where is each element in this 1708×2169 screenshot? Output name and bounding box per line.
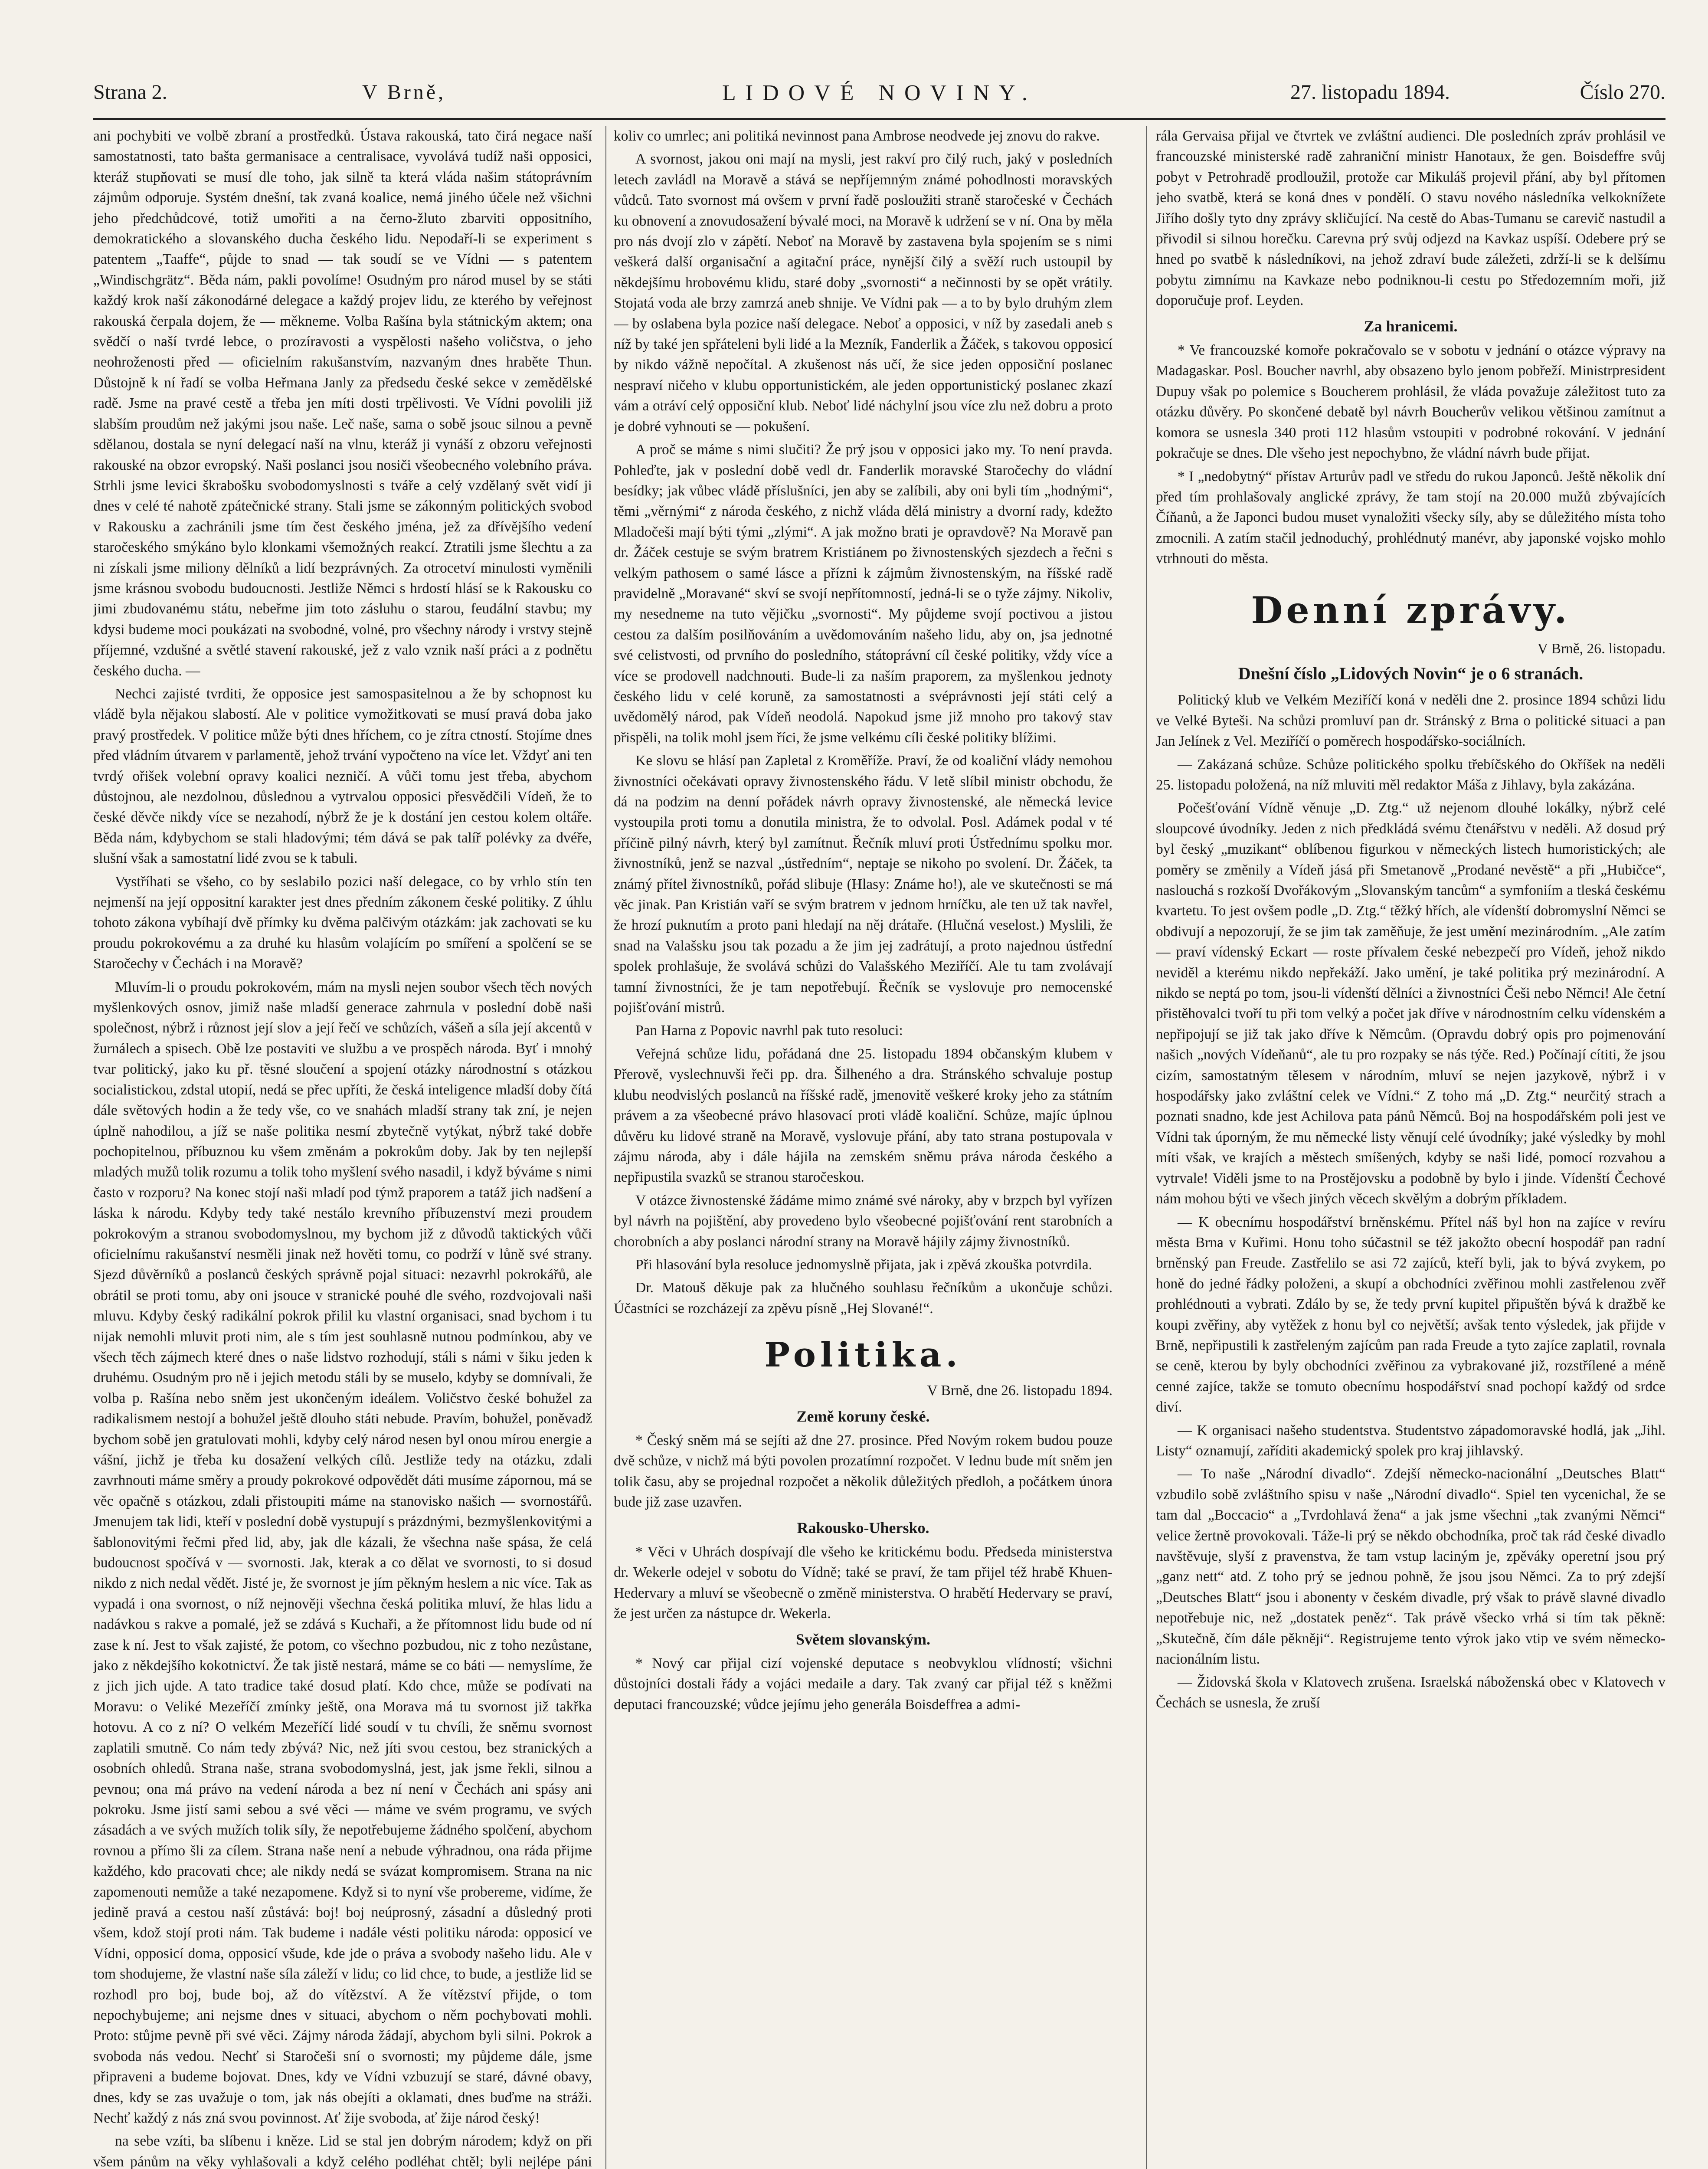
- paragraph: — K obecnímu hospodářství brněnskému. Přítel náš byl hon na zajíce v revíru města Brna v Kuřimi. Honu toho súčastnil se též jakožto obecní hospodář pan radní brněnský pan Freude. Zastřelilo se asi 72 zajíců, kteří byli, jak to bývá zvykem, po honě do jedné řádky položeni, a skupí a obchodníci zvěřinou mohli zastřelenou zvěř prohlédnouti a vybrati. Zdálo by se, že tedy první kupitel připuštěn bývá k dražbě ke koupi zvěřiny, aby vytěžek z honu byl co největší; avšak tento výsledek, jak přijde v Brně, nepřipustili k zastřeleným zajícům pan rada Freude a tyto zajíce zaplatil, rovnala se ceně, kterou by byly obchodníci zvěřinou za vybrakované již, rozstřílené a méně cenné zajíce, takže se tomuto obecnímu hospodářství snad pochopí každý od srdce diví.: [1156, 1214, 1665, 1415]
- paragraph: Mluvím-li o proudu pokrokovém, mám na mysli nejen soubor všech těch nových myšlenkových osnov, jimiž naše mladší generace zahrnula v poslední době naši společnost, nýbrž i různost její slov a její řečí ve schůzích, vášeň a síla její akcentů v žurnálech a spisech. Obě lze postaviti ve službu a ve prospěch národa. Byť i mnohý tvar politický, jako ku př. těsné sloučení a spojení otázky národnostní s otázkou socialistickou, zdstal utopií, nedá se přec upříti, že česká inteligence mladší doby čítá dále světových hodin a že tedy vše, co ve snahách mladší strany tak zní, je nejen úplně nahodilou, a jíž se naše politika nesmí zbytečně vytýkat, nýbrž také dobře pochopitelnou, příbuznou ku všem změnám a pokrokům doby. Jak by ten nejlepší mladých mužů tolik rozumu a tolik toho myšlení svého nasadil, i když býváme s nimi často v rozporu? Na konec stojí naši mladí pod týmž praporem a tatáž jich nadšení a láska k národu. Kdyby tedy také nestálo krevního příbuzenství mezi proudem pokrokovým a stranou svobodomyslnou, my bychom již z důvodů taktických vůči oficielnímu rakušanství nesměli jinak než hověti tomu, co podrží v lůně své strany. Sjezd důvěrníků a poslanců českých správně pojal situaci: nezavrhl pokrokářů, ale obrátil se proti tomu, aby oni jsouce v stranické pouhé dle svého, rozdvojovali naši mluvu. Kdyby český radikální pokrok přilil ku vlastní organisaci, snad bychom i tu nijak nemohli mluvit proti nim, ale s tím jest souhlasně nutnou podmínkou, aby ve všech těch zájmech které dnes o naše lidstvo rozhodují, stáli s námi v šiku jeden k druhému. Osudným pro ně i jejich metodu stáli by se muselo, kdyby se domnívali, že volba p. Rašína nebo sněm jest ukončeným ideálem. Voličstvo české bohužel za radikalismem nestojí a bohužel ještě dlouho státi nebude. Pravím, bohužel, poněvadž bychom sobě jen gratulovati mohli, kdyby celý národ nesen byl onou mírou energie a vášní, jichž je třeba ku dosažení velkých cílů. Jestliže tedy na otázku, zdali zavrhnouti máme směry a proudy pokrokové odpovědět dáti musíme zápornou, má se věc opačně s otázkou, zdali přistoupiti máme na stanovisko našich — svornostářů. Jmenujem tak lidi, kteří v poslední době vystupují s prázdnými, bezmyšlenkovitými a šablonovitými řečmi před lid, aby, jak dle kázali, že všechna naše spása, že celá budoucnost spočívá v — svornosti. Jak, kterak a co dělat ve svornosti, to si dosud nikdo z nich nedal vědět. Jisté je, že svornost je jím pěkným heslem a nic více. Tak as vypadá i ona svornost, o níž nejnověji všechna česká politika mluví, že hlas lidu a nadávkou s rakve a pomalé, jež se zdává s Kuchaři, a že přítomnost lidu bude od ní zase k ní. Jest to však zajisté, že potom, co všechno pozbudou, nic z toho nezůstane, jako z někdejšího kokotnictví. Že tak jistě nestará, máme se co báti — nemyslíme, že z jich jich ujde. A tato tradice také dosud platí. Kdo chce, může se podívati na Moravu: o Veliké Mezeříčí zmínky ještě, ona Morava má tu svornost již takřka hotovu. A co z ní? O velkém Mezeříčí lidé soudí v tu chvíli, že sněmu svornost zaplatili smutně. Co nám tedy zbývá? Nic, než jíti svou cestou, bez stranických a osobních ohledů. Strana naše, strana svobodomyslná, jest, jak jsme řekli, silnou a pevnou; ona má právo na vedení národa a bez ní není v Čechách ani spásy ani pokroku. Jsme jistí sami sebou a své věci — máme ve svém programu, ve svých zásadách a ve svých mužích tolik síly, že nepotřebujeme žádného spolčení, abychom rovnou a přímo šli za cílem. Strana naše není a nebude výhradnou, ona ráda přijme každého, kdo pracovati chce; ale nikdy nedá se svázat kompromisem. Strana na nic zapomenouti nemůže a také nezapomene. Když si to nyní vše probereme, vidíme, že jedině pravá a cestou naší zůstává: boj! boj neúprosný, zásadní a důsledný proti všem, kdož stojí proti nám. Tak budeme i nadále vésti politiku národa: opposicí ve Vídni, opposicí doma, opposicí všude, kde jde o práva a svobody našeho lidu. Ale v tom shodujeme, že vlastní naše síla záleží v lidu; co lid chce, to bude, a jestliže lid se rozhodl pro boj, bude boj, až do vítězství. A že vítězství přijde, o tom nepochybujeme; ani nejsme dnes v situaci, abychom o něm pochybovati mohli. Proto: stůjme pevně při své věci. Zájmy národa žádají, abychom byli silni. Pokrok a svoboda nás vedou. Nechť si Staročeši sní o svornosti; my půjdeme dále, jsme připraveni a budeme bojovat. Dnes, kdy ve Vídni vzbuzují se staré, dávné obavy, dnes, kdy se zas uvažuje o tom, jak nás obejíti a oklamati, dnes buďme na stráži. Nechť každý z nás zná svou povinnost. Ať žije svoboda, ať žije národ český!: [93, 979, 592, 2126]
- column-divider: [605, 126, 606, 2169]
- page-number: Strana 2.: [93, 81, 167, 104]
- issue-date: 27. listopadu 1894.: [1290, 81, 1450, 104]
- subheading: Země koruny české.: [796, 1407, 930, 1425]
- paragraph: A svornost, jakou oni mají na mysli, jest rakví pro čilý ruch, jaký v posledních letech zavládl na Moravě a stává se nepříjemným známé pohodlnosti moravských vůdců. Tato svornost má ovšem v první řadě posloužiti straně staročeské v Čechách ku obnovení a znovudosažení bývalé moci, na Moravě k udržení se v ní. Ona by měla pro nás dvojí zlo v zápětí. Neboť na Moravě by zastavena byla spojením se s nimi veškerá další organisační a agitační práce, nynější čilý a svěží ruch ustoupil by někdejšímu hrobovému klidu, staré doby „svornosti“ a nečinnosti by se opět vrátily. Stojatá voda ale brzy zamrzá aneb shnije. Ve Vídni pak — a to by bylo druhým zlem — by oslabena byla pozice naší delegace. Neboť a opposici, v níž by zasedali aneb s níž by také jen spřáteleni byli lidé a la Mezník, Fanderlik a Žáček, s takovou opposicí by nikdo vážně nepočítal. A zkušenost nás učí, že sice jeden opposiční poslanec nespraví ničeho v klubu opportunistickém, ale jeden opportunistický poslanec zkazí vám a otráví celý opposiční klub. Neboť lidé náchylní jsou více zlu než dobru a proto je dobré vyhnouti se — pokušení.: [614, 151, 1112, 435]
- paragraph: Vystříhati se všeho, co by seslabilo pozici naší delegace, co by vrhlo stín ten nejmenší na její oppositní karakter jest dnes předním zákonem české politiky. Z úhlu tohoto zákona vybíhají dvě přímky ku dvěma palčivým otázkám: jak zachovati se ku proudu pokrokovému a za druhé ku hlasům volajícím po smíření a spolčení se se Staročechy v Čechách i na Moravě?: [93, 873, 592, 972]
- subheading: Světem slovanským.: [795, 1630, 930, 1648]
- subheading: Rakousko-Uhersko.: [797, 1519, 929, 1537]
- paragraph: na sebe vzíti, ba slíbenu i kněze. Lid se stal jen dobrým národem; když on při všem pánům na věky vyhlašovali a když celého podléhat chtěl; byli nejlépe páni: [93, 2133, 592, 2169]
- dateline: V Brně, 26. listopadu.: [1537, 640, 1665, 657]
- paragraph: Nechci zajisté tvrditi, že opposice jest samospasitelnou a že by schopnost ku vládě byla nějakou slabostí. Ale v politice vymožitkovati se musí pravá doba jako pravý prostředek. V politice může býti dnes hříchem, co je zítra ctností. Stojíme dnes před vládním útvarem v parlamentě, jehož trvání vypočteno na více let. Vždyť ani ten tvrdý ořišek volební opravy koalici nezničí. A vůči tomu jest třeba, abychom důstojnou, ale nezdolnou, důslednou a vytrvalou opposici přesvědčili Vídeň, že to české děvče nikdy více se nezahodí, nýbrž že je k dostání jen cestou kolem oltáře. Běda nám, kdybychom se stali hladovými; tém dává se pak talíř polévky za dvéře, slušní však a samostatní lidé zvou se k tabuli.: [93, 685, 592, 867]
- paragraph: Ke slovu se hlásí pan Zapletal z Kroměříže. Praví, že od koaliční vlády nemohou živnostníci očekávati opravy živnostenského řádu. V letě slíbil ministr obchodu, že dá na podzim na denní pořádek návrh opravy živnostenské, ale německá levice vystoupila proti tomu a donutila ministra, že to odvolal. Posl. Adámek podal v té příčině pilný návrh, který byl zamítnut. Řečník mluví proti Ústřednímu spolku mor. živnostníků, jenž se nazval „ústředním“, neptaje se nikoho po svolení. Dr. Žáček, ta známý přítel živnostníků, pořád slibuje (Hlasy: Známe ho!), ale ve skutečnosti se má věc jinak. Pan Kristián vaří se svým bratrem v jednom hrníčku, ale ten už tak navřel, že hrozí puknutím a proto pani hledají na něj drátaře. (Hlučná veselost.) Myslili, že snad na Valašsku jsou tak pozadu a že jim jej zadrátují, a proto najednou ústřední spolek prohlašuje, že svolává schůzi do Valašského Meziříčí. Ale tu tam zvolávají tamní živnostníci, že je tam nepotřebují. Řečník se vyslovuje pro nemocenské pojišťování mistrů.: [614, 753, 1112, 1016]
- column-1: [93, 126, 592, 2169]
- column-divider: [1146, 126, 1147, 2169]
- paragraph: * Věci v Uhrách dospívají dle všeho ke kritickému bodu. Předseda ministerstva dr. Wekerle odejel v sobotu do Vídně; také se praví, že tam přijel též hrabě Khuen-Hedervary a mluví se všeobecně o změně ministerstva. O hrabětí Hedervary se praví, že jest určen za nástupce dr. Wekerla.: [614, 1544, 1112, 1622]
- header-rule: [93, 118, 1665, 120]
- paragraph: — To naše „Národní divadlo“. Zdejší německo-nacionální „Deutsches Blatt“ vzbudilo sobě zvláštního spisu v naše „Národní divadlo“. Spiel ten vycenichal, že se tam dal „Boccacio“ a „Tvrdohlavá žena“ a jak jsme všechni „tak zvanými Němci“ velice žertně provokovali. Táže-li prý se někdo obchodníka, proč tak rád české divadlo navštěvuje, slyší z pravenstva, že tam vstup laciným je, zpěváky operetní jsou prý „ganz nett“ atd. Z toho prý se jednou pohně, že jsou jsou Němci. Za to prý zdejší „Deutsches Blatt“ jsou i abonenty v českém divadle, prý však to právě slavné divadlo nepotřebuje nic, než „dostatek peněz“. Tak právě všecko vrhá si tím tak pěkně: „Skutečně, čím dále pěkněji“. Registrujeme tento výrok jako vtip ve svém německo-nacionálním listu.: [1156, 1466, 1665, 1668]
- section-heading-denni-zpravy: Denní zprávy.: [1251, 588, 1571, 632]
- paragraph: * Ve francouzské komoře pokračovalo se v sobotu v jednání o otázce výpravy na Madagaskar. Posl. Boucher navrhl, aby obsazeno bylo jenom pobřeží. Ministrpresident Dupuy však po polemice s Boucherem prohlásil, že vláda považuje záležitost tuto za otázku důvěry. Po skončené debatě byl návrh Boucherův velikou většinou zamítnut a komora se usnesla 340 proti 112 hlasům vstoupiti v podrobné rokování. V jednání pokračuje se dnes. Dle všeho jest nepochybno, že vládní návrh bude přijat.: [1156, 342, 1665, 462]
- dateline: V Brně, dne 26. listopadu 1894.: [927, 1383, 1112, 1399]
- column-2: [614, 126, 1112, 2169]
- column-3: [1156, 126, 1665, 2169]
- paragraph: ani pochybiti ve volbě zbraní a prostředků. Ústava rakouská, tato čirá negace naší samostatnosti, tato bašta germanisace a centralisace, vyvolává tudíž naši opposici, kteráž stupňovati se musí dle toho, jak silně ta která vláda našim státoprávním zájmům odporuje. Systém dnešní, tak zvaná koalice, nemá jiného účele než všichni jeho předchůdcové, totiž umořiti a na černo-žluto zbarviti oppositního, demokratického a slovanského ducha českého lidu. Nepodaří-li se experiment s patentem „Taaffe“, půjde to snad — tak soudí se ve Vídni — s patentem „Windischgrätz“. Běda nám, pakli povolíme! Osudným pro národ musel by se státi každý krok naší zákonodárné delegace a každý projev lidu, ze kterého by veřejnost rakouská čerpala dojem, že — měkneme. Volba Rašína byla státnickým aktem; ona svědčí o naší tvrdé lebce, o prozíravosti a vyspělosti našeho voličstva, o jeho neohroženosti před — oficielním rakušanstvím, nazvaným dnes hraběte Thun. Důstojně k ní řadí se volba Heřmana Janly za předsedu české sekce v zemědělské radě. Jsme na pravé cestě a třeba jen míti dosti trpělivosti. Ve Vídni povolili již slabším proudům než jakými jsou naše. Leč naše, sama o sobě jsouc silnou a pevně sdělanou, dostala se nyní delegací naší na vlnu, kteráž ji vynáší z obzoru veřejnosti rakouské na obzor evropský. Naši poslanci jsou nosiči všeobecného volebního práva. Strhli jsme levici škrabošku svobodomyslnosti s tváře a celý vzdělaný svět vidí ji dnes v celé té nahotě zpátečnické strany. Stali jsme se zákonným politických svobod v Rakousku a zachránili jsme tím čest českého jména, jež za dřívějšího vedení staročeského smýkáno bylo klonkami všemožných reakcí. Ztratili jsme šlechtu a za ni získali jsme miliony dělníků a lidí bezprávných. Za otrocetví minulosti vyměnili jsme krásnou svobodu budoucnosti. Jestliže Němci s hrdostí hlásí se k Rakousku co jimi zbudovanému státu, nebeřme jim toto zásluhu o starou, feudální stavbu; my kdysi budeme moci poukázati na svobodné, volné, pro všechny národy i vrstvy stejně příjemné, vzdušné a světlé stavení rakouské, jež z valo vznik naší práci a z podnětu českého ducha. —: [93, 128, 592, 679]
- paragraph: koliv co umrlec; ani politiká nevinnost pana Ambrose neodvede jej znovu do rakve.: [614, 128, 1100, 144]
- paragraph: Veřejná schůze lidu, pořádaná dne 25. listopadu 1894 občanským klubem v Přerově, vyslechnuvši řeči pp. dra. Šilheného a dra. Stránského schvaluje postup klubu neodvislých poslanců na říšské radě, jmenovitě veškeré kroky jeho za státním právem a za všeobecné právo hlasovací proti vládě koaliční. Schůze, majíc úplnou důvěru ku lidové straně na Moravě, vyslovuje přání, aby tato strana postupovala v zájmu národa, aby i dále hájila na zemském sněmu práva národa českého a nepřipustila svazků se stranou staročeskou.: [614, 1045, 1112, 1186]
- paragraph: — Židovská škola v Klatovech zrušena. Israelská náboženská obec v Klatovech v Čechách se usnesla, že zruší: [1156, 1674, 1665, 1711]
- paragraph: — Zakázaná schůze. Schůze politického spolku třebíčského do Okříšek na neděli 25. listopadu položená, na níž mluviti měl redaktor Máša z Jihlavy, byla zakázána.: [1156, 756, 1665, 793]
- paragraph: A proč se máme s nimi slučiti? Že prý jsou v opposici jako my. To není pravda. Pohleďte, jak v poslední době vedl dr. Fanderlik moravské Staročechy do vládní besídky; jak vůbec vládě příslušníci, jen aby se zalíbili, aby oni byli tím „hodnými“, těmi „věrnými“ z národa českého, z nichž vláda dělá ministry a dvorní rady, kdežto Mladočeši mají býti tými „zlými“. A jak možno brati je opravdově? Na Moravě pan dr. Žáček cestuje se svým bratrem Kristiánem po živnostenských sjezdech a řečni s velkým pathosem o samé lásce a přízni k zájmům živnostenským, na říšské radě pravidelně „Moravané“ skví se svojí nepřítomností, jedná-li se o tyže zájmy. Nikoliv, my nesedneme na tuto vějičku „svornosti“. My půjdeme svojí poctivou a jistou cestou za dalším posilňováním a uvědomováním našeho lidu, aby on, jsa jednotné své celistvosti, od prvního do posledního, státoprávní cíl české politiky, vždy více a více se prodovell nadchnouti. Bude-li za naším praporem, za myšlenkou jednoty českého lidu v celé koruně, za samostatnosti a svéprávnosti její státi celý a uvědomělý národ, pak Vídeň neodolá. Napokud jsme již mnoho pro takový stav přispěli, na tolik mohl jsem říci, že jsme velkému cíli české politiky blížimi.: [614, 442, 1112, 746]
- paragraph: V otázce živnostenské žádáme mimo známé své nároky, aby v brzpch byl vyřízen byl návrh na pojištění, aby provedeno bylo všeobecné pojišťování rent starobních a chorobních a aby poslanci národní strany na Moravě hájily zájmy živnostníků.: [614, 1192, 1112, 1250]
- section-heading-politika: Politika.: [764, 1335, 962, 1375]
- paragraph: Pan Harna z Popovic navrhl pak tuto resoluci:: [635, 1022, 903, 1039]
- paragraph: * Nový car přijal cizí vojenské deputace s neobvyklou vlídností; všichni důstojníci dostali řády a vojáci medaile a dary. Tak zvaný car přijal též s kněžmi deputaci francouzské; vůdce jejímu jeho generála Boisdeffrea a admi-: [614, 1655, 1112, 1713]
- paragraph: Při hlasování byla resoluce jednomyslně přijata, jak i zpěvá zkouška potvrdila.: [635, 1256, 1093, 1273]
- paragraph: * I „nedobytný“ přístav Arturův padl ve středu do rukou Japonců. Ještě několik dní před tím prohlašovaly anglické zprávy, že tam stojí na 20.000 mužů zbývajících Číňanů, a že Japonci budou muset vynaložiti všecky síly, aby se důležitého místa toho zmocnili. A zatím stačil jednoduchý, prohlédnutý manévr, aby japonské vojsko mohlo vtrhnouti do města.: [1156, 468, 1665, 567]
- paragraph: Dr. Matouš děkuje pak za hlučného souhlasu řečníkům a ukončuje schůzi. Účastníci se rozcházejí za zpěvu písně „Hej Slované!“.: [614, 1280, 1112, 1317]
- paragraph: rála Gervaisa přijal ve čtvrtek ve zvláštní audienci. Dle posledních zpráv prohlásil ve francouzské ministerské radě zahraniční ministr Hanotaux, že gen. Boisdeffre svůj pobyt v Petrohradě prodloužil, protože car Mikuláš projevil přání, aby byl přítomen jeho svatbě, která se koná dnes v pondělí. O stavu nového následníka velkoknížete Jiřího došly tyto dny zprávy skličující. Na cestě do Abas-Tumanu se carevič nastudil a přivodil si silnou horečku. Carevna prý svůj odjezd na Kavkaz uspíší. Odebere prý se hned po svatbě k následníkovi, na jehož zdraví bude záležeti, zdrží-li se k delšímu pobytu zimnímu na Kavkaze nebo podniknou-li cestu po Středozemním moři, již doporučuje prof. Leyden.: [1156, 128, 1665, 309]
- paragraph: * Český sněm má se sejíti až dne 27. prosince. Před Novým rokem budou pouze dvě schůze, v nichž má býti povolen prozatímní rozpočet. V lednu bude mít sněm jen tolik času, aby se projednal rozpočet a několik důležitých předloh, a počátkem února bude již zase uzavřen.: [614, 1432, 1112, 1510]
- subheading: Za hranicemi.: [1364, 317, 1458, 335]
- page-header: [93, 72, 1665, 119]
- issue-number: Číslo 270.: [1580, 81, 1665, 104]
- paragraph: Politický klub ve Velkém Meziříčí koná v neděli dne 2. prosince 1894 schůzi lidu ve Velké Byteši. Na schůzi promluví pan dr. Stránský z Brna o politické situaci a pan Jan Jelínek z Vel. Meziříčí o poměrech hospodářsko-sociálních.: [1156, 692, 1665, 750]
- header-city: V Brně,: [362, 81, 446, 104]
- paragraph: Počešťování Vídně věnuje „D. Ztg.“ už nejenom dlouhé lokálky, nýbrž celé sloupcové úvodníky. Jeden z nich předkládá svému čtenářstvu v neděli. Až dosud prý byl český „muzikant“ oblíbenou figurkou v německých listech humoristických; ale poměry se změnily a Vídeň jásá při Smetanově „Prodané nevěstě“ a při „Hubičce“, naslouchá s rozkoší Dvořákovým „Slovanským tancům“ a symfoniím a tleská českému kvartetu. To jest ovšem podle „D. Ztg.“ těžký hřích, ale vídenští dobromyslní Němci se obdivují a nepozorují, že se jim tak zaměňuje, že jest umění mezinárodním. „Ale zatím — praví vídenský Eckart — roste přívalem české nebezpečí pro Vídeň, jehož nikdo neviděl a kterému nikdo nepřekáží. Jako umění, je také politika prý mezinárodní. A nikdo se neptá po tom, jsou-li vídenští dělníci a živnostníci Češi nebo Němci! Ale četní přistěhovalci tvoří tu při tom velký a počet jak dříve v národnostním celku vídenském a nepřipojují se již tak jako dříve k Němcům. (Opravdu dobrý opis pro pojmenování našich „nových Vídeňanů“, ale tu pro rozpaky se nás týče. Red.) Počínají cítiti, že jsou cizím, samostatným tělesem v národním, mluví se nejen jazykově, nýbrž i v hospodářsky jako zvláštní celek ve Vídni.“ Z toho má „D. Ztg.“ neurčitý strach a poznati snadno, kde jest Achilova pata pánů Němců. Boj na hospodářském poli jest ve Vídni tak úporným, že mu německé listy věnují celé úvodníky; jaké výsledky by mohl míti však, ve krajích a městech smíšených, kdyby se naši lidé, pomocí rozvahou a vytrvale! Viděli jsme to na Prostějovsku a podobně by bylo i jinde. Vídenští Čechové nám mohou býti ve všech jiných věcech skvělým a dobrým příkladem.: [1156, 800, 1665, 1207]
- paragraph: — K organisaci našeho studentstva. Studentstvo západomoravské hodlá, jak „Jihl. Listy“ oznamují, zaříditi akademický spolek pro kraj jihlavský.: [1156, 1422, 1665, 1459]
- masthead-title: LIDOVÉ NOVINY.: [722, 81, 1037, 105]
- notice: Dnešní číslo „Lidových Novin“ je o 6 stranách.: [1238, 663, 1584, 683]
